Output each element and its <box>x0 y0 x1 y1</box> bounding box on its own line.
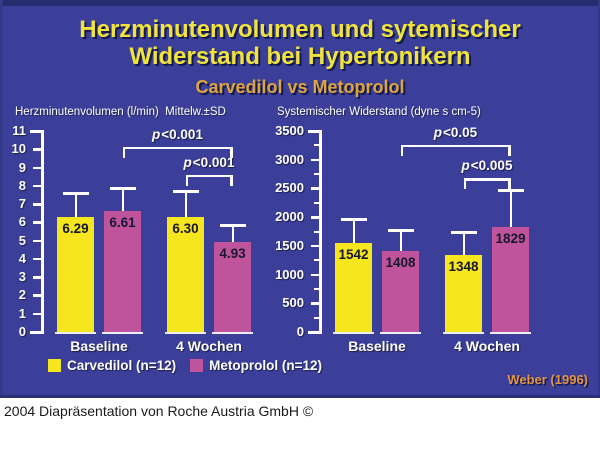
y-tick-label: 6 <box>18 214 26 230</box>
bar-baseline <box>333 332 374 334</box>
slide-title-line2: Widerstand bei Hypertonikern <box>129 43 471 70</box>
y-minor-tick <box>314 173 319 175</box>
category-label: Baseline <box>348 338 406 354</box>
error-bar-line <box>463 232 465 255</box>
bar-value-label: 1829 <box>495 230 526 246</box>
error-bar-cap <box>451 231 477 234</box>
y-tick-label: 4 <box>18 250 26 266</box>
y-tick-label: 10 <box>11 141 26 157</box>
y-tick <box>311 245 319 248</box>
y-tick <box>311 274 319 277</box>
legend-label-carvedilol: Carvedilol (n=12) <box>67 357 177 373</box>
y-tick-label: 500 <box>282 295 304 311</box>
legend-item-carvedilol <box>48 358 176 373</box>
y-tick-label: 2 <box>18 287 26 303</box>
bar-value-label: 6.29 <box>62 221 89 237</box>
y-axis-line <box>319 130 322 334</box>
y-tick-label: 3500 <box>275 123 304 138</box>
y-tick-label: 0 <box>18 324 26 339</box>
y-tick-label: 9 <box>18 159 26 175</box>
bar-value-label: 6.30 <box>172 220 199 236</box>
y-tick-label: 1 <box>18 305 26 321</box>
bracket-p-label: p<0.05 <box>433 124 478 140</box>
significance-bracket-line <box>464 178 511 181</box>
legend-label-metoprolol: Metoprolol (n=12) <box>209 357 323 373</box>
bar-baseline <box>490 332 531 334</box>
slide-subtitle: Carvedilol vs Metoprolol <box>195 77 405 97</box>
error-bar-cap <box>388 229 414 232</box>
y-tick <box>311 302 319 305</box>
right-chart-title: Systemischer Widerstand (dyne s cm-5) <box>277 106 481 118</box>
y-tick-label: 7 <box>18 196 26 212</box>
error-bar-cap <box>498 189 524 192</box>
bar-value-label: 1408 <box>385 255 416 271</box>
y-minor-tick <box>314 231 319 233</box>
significance-bracket-line <box>401 145 511 148</box>
significance-bracket-end <box>508 178 511 189</box>
y-axis-bottom-cap <box>308 331 320 334</box>
category-label: 4 Wochen <box>176 338 242 354</box>
carvedilol-swatch-icon <box>48 359 61 372</box>
y-tick <box>311 216 319 219</box>
y-tick <box>311 159 319 162</box>
y-tick-label: 1000 <box>275 266 304 282</box>
y-tick <box>311 187 319 190</box>
bar-value-label: 6.61 <box>109 215 136 231</box>
left-chart-title: Herzminutenvolumen (l/min) Mittelw.±SD <box>15 106 226 118</box>
chart-legend <box>48 357 322 373</box>
y-minor-tick <box>314 259 319 261</box>
slide-bottom-edge <box>0 395 600 398</box>
y-tick-label: 5 <box>18 232 26 248</box>
bar-value-label: 1348 <box>448 258 479 274</box>
bar-value-label: 4.93 <box>219 245 246 261</box>
bracket-p-label: p<0.001 <box>152 126 203 142</box>
error-bar-cap <box>341 218 367 221</box>
y-tick-label: 11 <box>12 123 26 138</box>
y-minor-tick <box>314 288 319 290</box>
bar-value-label: 1542 <box>338 247 369 263</box>
y-tick-label: 2000 <box>275 209 304 225</box>
y-minor-tick <box>314 317 319 319</box>
y-tick-label: 2500 <box>275 180 304 196</box>
category-label: Baseline <box>70 338 128 354</box>
y-minor-tick <box>314 144 319 146</box>
y-tick-label: 3 <box>18 269 26 285</box>
y-minor-tick <box>314 202 319 204</box>
bracket-p-label: p<0.005 <box>461 158 513 174</box>
y-axis-top-cap <box>308 130 320 133</box>
source-credit: Weber (1996) <box>507 372 588 387</box>
y-tick-label: 8 <box>18 177 26 193</box>
category-label: 4 Wochen <box>454 338 520 354</box>
metoprolol-swatch-icon <box>190 359 203 372</box>
y-tick-label: 1500 <box>275 237 304 253</box>
significance-bracket-end <box>401 145 404 156</box>
error-bar-line <box>400 230 402 251</box>
significance-bracket-end <box>464 178 467 189</box>
legend-item-metoprolol <box>190 358 322 373</box>
y-tick-label: 3000 <box>275 151 304 167</box>
error-bar-line <box>510 190 512 227</box>
bar-baseline <box>380 332 421 334</box>
error-bar-line <box>353 219 355 244</box>
footer-copyright: 2004 Diapräsentation von Roche Austria GmbH © <box>4 403 314 419</box>
bracket-p-label: p<0.001 <box>183 154 235 170</box>
y-tick-label: 0 <box>296 324 304 339</box>
slide-title-line1: Herzminutenvolumen und sytemischer <box>79 16 521 43</box>
bar-baseline <box>443 332 484 334</box>
significance-bracket-end <box>508 145 511 156</box>
